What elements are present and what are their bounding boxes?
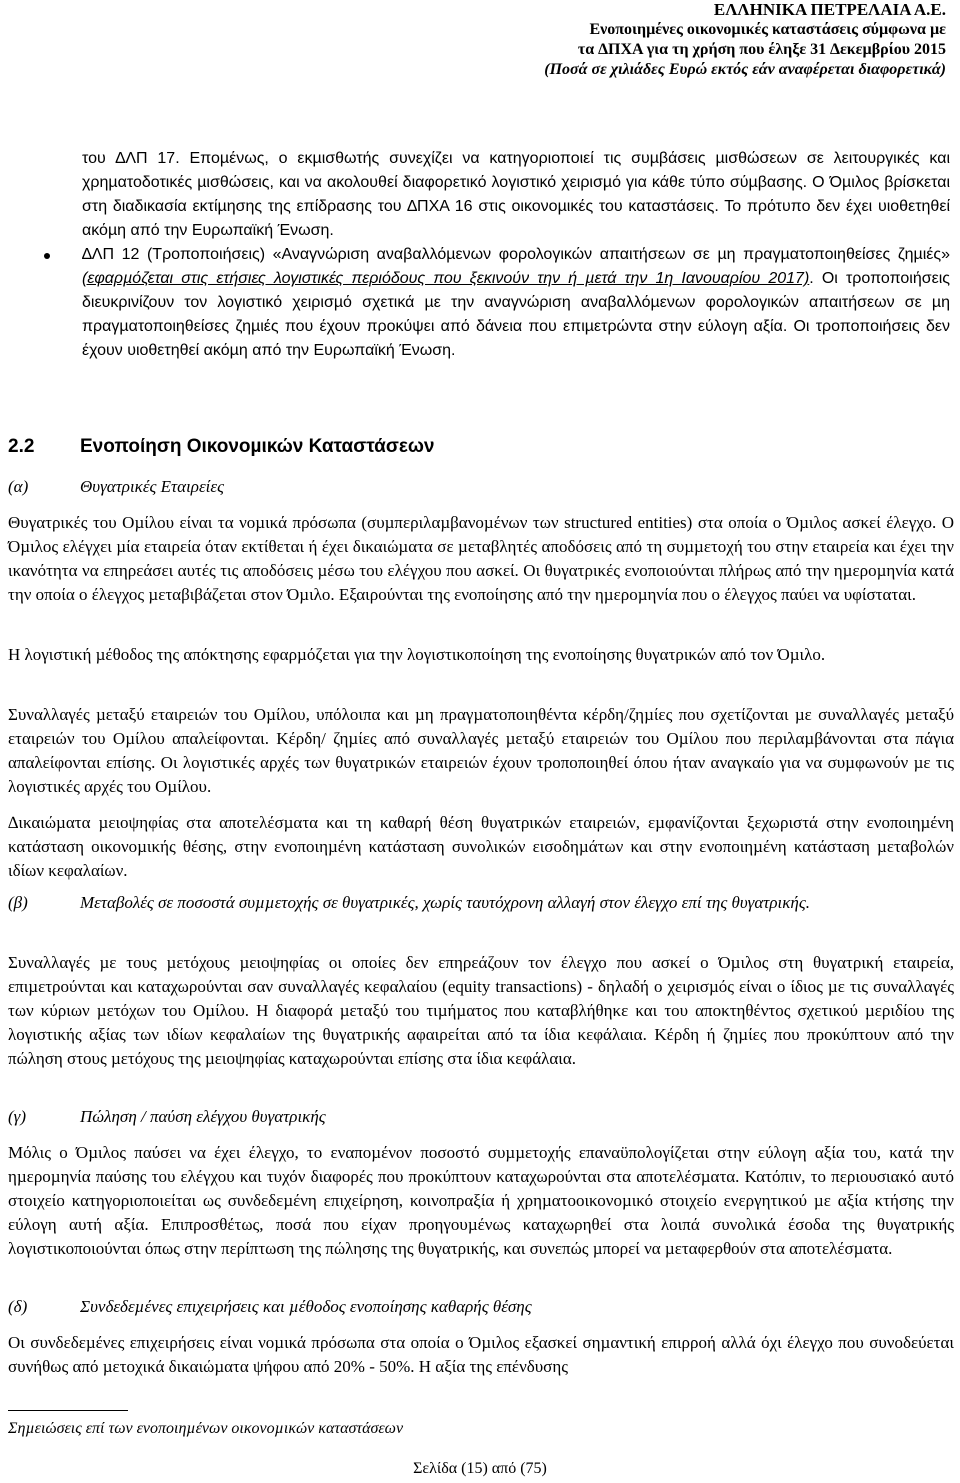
bullet-rest: . Οι τροποποιήσεις διευκρινίζουν τον λογιστικό χειρισµό σχετικά µε την αναγνώριση αναβαλλόµενων φορολογικών απαιτήσεων σε µη πραγµατοποιηθείσες ζηµιές που έχουν προκύψει από δάνεια που επιµετρώντα στην εύλογη αξία. Οι τροποποιήσεις δεν έχουν υιοθετηθεί ακόµη από την Ευρωπαϊκή Ένωση.	[82, 270, 951, 359]
bullet-icon	[44, 253, 50, 259]
company-name: ΕΛΛΗΝΙΚΑ ΠΕΤΡΕΛΑΙΑ Α.Ε.	[713, 0, 946, 19]
paragraph-d1: Οι συνδεδεµένες επιχειρήσεις είναι νοµικά πρόσωπα στα οποία ο Όµιλος εξασκεί σηµαντική επιρροή αλλά όχι έλεγχο που συνοδεύεται συνήθως από µετοχικά δικαιώµατα ψήφου από 20% - 50%. Η αξία της επένδυσης	[8, 1333, 954, 1376]
page-number: Σελίδα (15) από (75)	[413, 1460, 547, 1477]
subsection-a-heading	[8, 475, 224, 499]
paragraph-b1: Συναλλαγές µε τους µετόχους µειοψηφίας οι οποίες δεν επηρεάζουν τον έλεγχο που ασκεί ο Όµιλος στη θυγατρική εταιρεία, επιµετρούνται και καταχωρούνται σαν συναλλαγές κεφαλαίου (equity transactions) - δηλαδή ο χειρισµός είναι ο ίδιος µε τις συναλλαγές των κύριων µετόχων του Οµίλου. Η διαφορά µεταξύ του τιµήµατος που καταβλήθηκε και του αποκτηθέντος σχετικού µεριδίου της λογιστικής αξίας των ιδίων κεφαλαίων της θυγατρικής αφαιρείται από τα ίδια κεφάλαια. Κέρδη ή ζηµίες που προκύπτουν από την πώληση στους µετόχους της µειοψηφίας καταχωρούνται επίσης στα ίδια κεφάλαια.	[8, 953, 954, 1068]
header-line-4: (Ποσά σε χιλιάδες Ευρώ εκτός εάν αναφέρεται διαφορετικά)	[544, 61, 946, 78]
footer-divider	[8, 1410, 128, 1411]
subsection-c-title: Πώληση / παύση ελέγχου θυγατρικής	[80, 1107, 326, 1126]
subsection-c-label: (γ)	[8, 1107, 27, 1126]
header-line-3: τα ∆ΠΧΑ για τη χρήση που έληξε 31 ∆εκεµβρίου 2015	[577, 41, 946, 58]
page-header	[544, 0, 946, 80]
paragraph-a1: Θυγατρικές του Οµίλου είναι τα νοµικά πρόσωπα (συµπεριλαµβανοµένων των structured entities) στα οποία ο Όµιλος ασκεί έλεγχο. Ο Όµιλος ελέγχει µία εταιρεία όταν εκτίθεται ή έχει δικαιώµατα σε µεταβλητές αποδόσεις από τη συµµετοχή του στην εταιρεία και έχει την ικανότητα να επηρεάσει αυτές τις αποδόσεις µέσω του ελέγχου που ασκεί. Οι θυγατρικές ενοποιούνται πλήρως από την ηµεροµηνία κατά την οποία ο έλεγχος µεταβιβάζεται στον Όµιλο. Εξαιρούνται της ενοποίησης από την ηµεροµηνία που ο έλεγχος παύει να υφίσταται.	[8, 513, 954, 604]
subsection-d-title: Συνδεδεµένες επιχειρήσεις και µέθοδος ενοποίησης καθαρής θέσης	[80, 1297, 532, 1316]
intro-paragraph: του ∆ΛΠ 17. Εποµένως, ο εκµισθωτής συνεχίζει να κατηγοριοποιεί τις συµβάσεις µισθώσεων σε λειτουργικές και χρηµατοδοτικές µισθώσεις, και να ακολουθεί διαφορετικό λογιστικό χειρισµό για κάθε τύπο σύµβασης. Ο Όµιλος βρίσκεται στη διαδικασία εκτίµησης της επίδρασης του ∆ΠΧΑ 16 στις οικονοµικές του καταστάσεις. Το πρότυπο δεν έχει υιοθετηθεί ακόµη από την Ευρωπαϊκή Ένωση.	[82, 150, 950, 239]
paragraph-a4: ∆ικαιώµατα µειοψηφίας στα αποτελέσµατα και τη καθαρή θέση θυγατρικών εταιρειών, εµφανίζονται ξεχωριστά στην ενοποιηµένη κατάσταση οικονοµικής θέσης, στην ενοποιηµένη κατάσταση συνολικών εισοδηµάτων και στην ενοποιηµένη κατάσταση µεταβολών ιδίων κεφαλαίων.	[8, 813, 954, 880]
paragraph-a2: Η λογιστική µέθοδος της απόκτησης εφαρµόζεται για την λογιστικοποίηση της ενοποίησης θυγατρικών από τον Όµιλο.	[8, 645, 826, 664]
section-number: 2.2	[8, 436, 35, 457]
subsection-d-heading	[8, 1295, 532, 1319]
footer-note: Σηµειώσεις επί των ενοποιηµένων οικονοµικών καταστάσεων	[8, 1420, 404, 1437]
subsection-a-title: Θυγατρικές Εταιρείες	[80, 477, 224, 496]
paragraph-a3: Συναλλαγές µεταξύ εταιρειών του Οµίλου, υπόλοιπα και µη πραγµατοποιηθέντα κέρδη/ζηµίες που σχετίζονται µε συναλλαγές µεταξύ εταιρειών του Οµίλου απαλείφονται. Κέρδη/ ζηµίες από συναλλαγές µεταξύ εταιρειών του Οµίλου που περιλαµβάνονται στα πάγια απαλείφονται επίσης. Οι λογιστικές αρχές των θυγατρικών εταιρειών έχουν τροποποιηθεί όπου ήταν αναγκαίο για να συµφωνούν µε τις λογιστικές αρχές του Οµίλου.	[8, 705, 954, 796]
subsection-a-label: (α)	[8, 477, 29, 496]
paragraph-c1: Μόλις ο Όµιλος παύσει να έχει έλεγχο, το εναποµένον ποσοστό συµµετοχής επαναϋπολογίζεται στην εύλογη αξία του, κατά την ηµεροµηνία παύσης του ελέγχου και τυχόν διαφορές που προκύπτουν καταχωρούνται στα αποτελέσµατα. Κατόπιν, το περιουσιακό αυτό στοιχείο κατηγοριοποιείται ως συνδεδεµένη επιχείρηση, κοινοπραξία ή χρηµατοοικονοµικό στοιχείο ενεργητικού µε αξία κτήσης την εύλογη αυτή αξία. Επιπροσθέτως, ποσά που είχαν προηγουµένως καταχωρηθεί στα λοιπά συνολικά έσοδα της θυγατρικής λογιστικοποιούνται όπως στην περίπτωση της πώλησης της θυγατρικής, και συνεπώς µπορεί να µεταφερθούν στα αποτελέσµατα.	[8, 1143, 954, 1258]
bullet-effective-date: (εφαρµόζεται στις ετήσιες λογιστικές περιόδους που ξεκινούν την ή µετά την 1η Ιανουαρίου 2017)	[82, 270, 810, 287]
header-line-2: Ενοποιηµένες οικονοµικές καταστάσεις σύµφωνα µε	[589, 21, 946, 38]
bullet-paragraph	[82, 243, 950, 363]
subsection-b-label: (β)	[8, 893, 28, 912]
section-title: Ενοποίηση Οικονοµικών Καταστάσεων	[80, 436, 435, 457]
subsection-b-title: Μεταβολές σε ποσοστά συµµετοχής σε θυγατρικές, χωρίς ταυτόχρονη αλλαγή στον έλεγχο επί της θυγατρικής.	[80, 893, 810, 912]
subsection-b-heading	[8, 891, 954, 915]
section-heading	[8, 436, 434, 458]
subsection-d-label: (δ)	[8, 1297, 28, 1316]
subsection-c-heading	[8, 1105, 326, 1129]
bullet-lead: ∆ΛΠ 12 (Τροποποιήσεις) «Αναγνώριση αναβαλλόµενων φορολογικών απαιτήσεων σε µη πραγµατοποιηθείσες ζηµιές»	[82, 246, 950, 263]
